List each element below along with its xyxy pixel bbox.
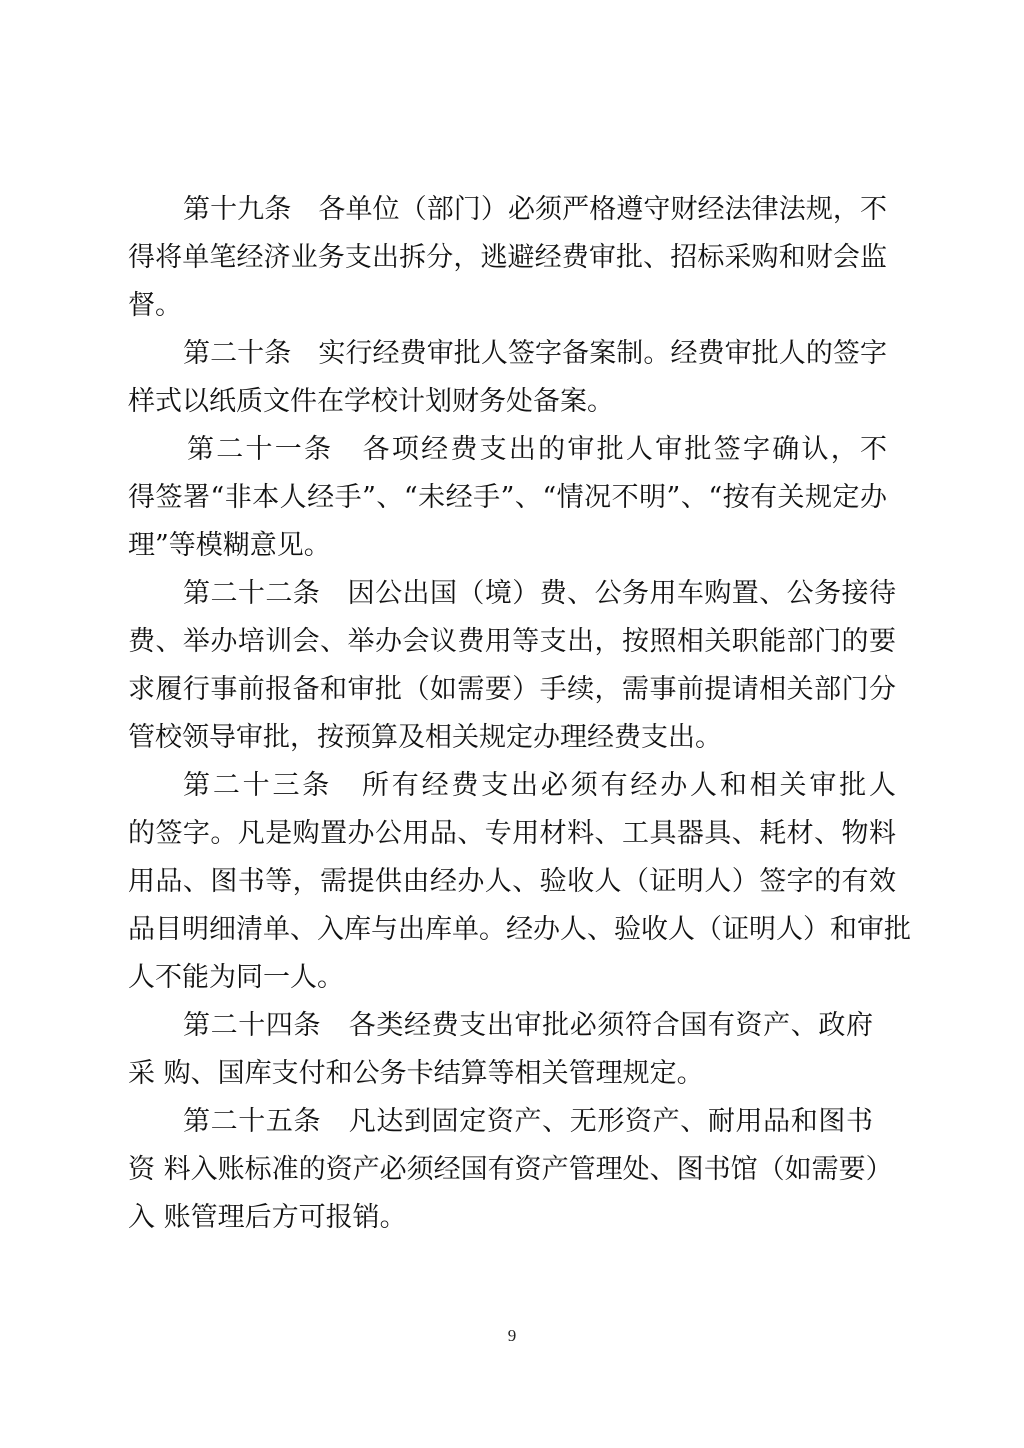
article-22-line-1: 第二十二条 因公出国（境）费、公务用车购置、公务接待 bbox=[183, 578, 896, 609]
article-23-line-1: 第二十三条 所有经费支出必须有经办人和相关审批人 bbox=[183, 770, 896, 801]
article-20-line-1: 第二十条 实行经费审批人签字备案制。经费审批人的签字 bbox=[183, 338, 887, 369]
article-24-line-1: 第二十四条 各类经费支出审批必须符合国有资产、政府 bbox=[183, 1010, 873, 1041]
article-19-line-1: 第十九条 各单位（部门）必须严格遵守财经法律法规，不 bbox=[183, 194, 887, 225]
article-25-line-1: 第二十五条 凡达到固定资产、无形资产、耐用品和图书 bbox=[183, 1106, 873, 1137]
article-22-line-2: 费、举办培训会、举办会议费用等支出，按照相关职能部门的要 bbox=[128, 626, 896, 657]
article-23-line-5: 人不能为同一人。 bbox=[128, 962, 344, 993]
page-number: 9 bbox=[507, 1326, 517, 1345]
article-22-line-3: 求履行事前报备和审批（如需要）手续，需事前提请相关部门分 bbox=[128, 674, 896, 705]
article-23-line-3: 用品、图书等，需提供由经办人、验收人（证明人）签字的有效 bbox=[128, 866, 896, 897]
article-23-line-2: 的签字。凡是购置办公用品、专用材料、工具器具、耗材、物料 bbox=[128, 818, 896, 849]
article-19-line-3: 督。 bbox=[128, 290, 182, 321]
article-20-line-2: 样式以纸质文件在学校计划财务处备案。 bbox=[128, 386, 614, 417]
article-21-line-1: 第二十一条 各项经费支出的审批人审批签字确认，不 bbox=[187, 434, 887, 465]
article-22-line-4: 管校领导审批，按预算及相关规定办理经费支出。 bbox=[128, 722, 722, 753]
article-21-line-3: 理”等模糊意见。 bbox=[128, 530, 331, 561]
article-19-line-2: 得将单笔经济业务支出拆分，逃避经费审批、招标采购和财会监 bbox=[128, 242, 887, 273]
article-25-line-2: 资 料入账标准的资产必须经国有资产管理处、图书馆（如需要） bbox=[128, 1154, 893, 1185]
article-25-line-3: 入 账管理后方可报销。 bbox=[128, 1202, 407, 1233]
article-21-line-2: 得签署“非本人经手”、“未经手”、“情况不明”、“按有关规定办 bbox=[128, 482, 887, 513]
article-23-line-4: 品目明细清单、入库与出库单。经办人、验收人（证明人）和审批 bbox=[128, 914, 911, 945]
article-24-line-2: 采 购、国库支付和公务卡结算等相关管理规定。 bbox=[128, 1058, 704, 1089]
